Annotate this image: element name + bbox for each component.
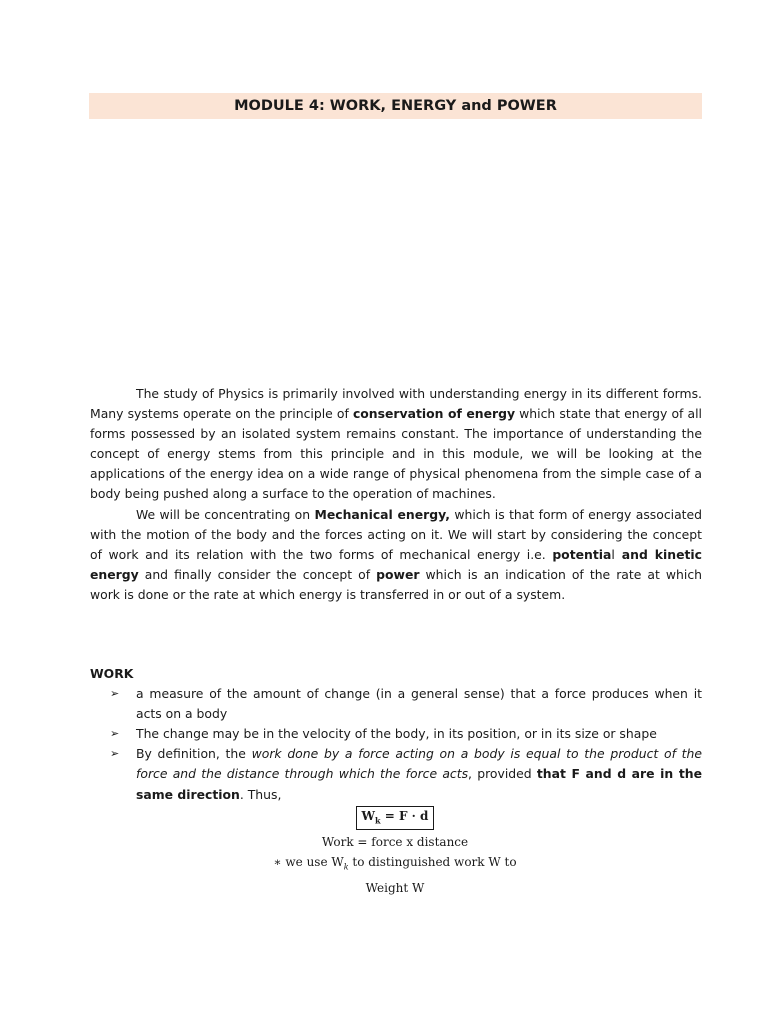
potential-term: potentia [552,546,612,562]
intro-p2-text-g: and finally consider the concept of [138,566,377,582]
work-formula [260,806,530,898]
intro-paragraph-2 [90,505,702,605]
bullet-text: By definition, the [136,746,252,762]
work-section [90,664,702,805]
mechanical-energy-term: Mechanical energy, [314,506,450,522]
list-item [90,724,702,744]
list-item [90,744,702,804]
kinetic-energy-term: and kinetic energy [90,546,702,582]
equation-subscript: k [375,815,381,826]
module-title: MODULE 4: WORK, ENERGY and POWER [234,98,557,114]
work-bullet-list [90,684,702,805]
note-text-a: ∗ we use W [273,855,344,870]
formula-box-row [260,806,530,832]
boxed-equation [356,806,435,830]
power-term: power [376,566,420,582]
bullet-text: , provided [468,766,537,782]
intro-p1-text-a: The study of Physics is primarily involved with understanding energy in its different forms. Many systems operate on the principle of [90,386,702,422]
bullet-text: The change may be in the velocity of the body, in its position, or in its size or shape [136,726,657,742]
conservation-of-energy-term: conservation of energy [352,406,516,422]
intro-p2-text-e: l [611,546,615,562]
arrow-bullet-icon: ➢ [110,747,120,761]
arrow-bullet-icon: ➢ [110,727,120,741]
intro-p2-text-a: We will be concentrating on [136,506,315,522]
bullet-text: a measure of the amount of change (in a general sense) that a force produces when it acts on a body [136,686,702,722]
same-direction-condition: that F and d are in the same direction [136,766,702,802]
note-subscript: k [343,862,349,872]
arrow-bullet-icon: ➢ [110,687,120,701]
equation-rhs: = F · d [380,809,429,823]
intro-p2-text-c: which is that form of energy associated with the motion of the body and the forces acting on it. We will start by considering the concept of work and its relation with the two forms of mechanical energy i.e. [90,506,703,562]
intro-p1-text-c: which state that energy of all forms possessed by an isolated system remains constant. The importance of understanding the concept of energy stems from this principle and in this module, we will be looking at the applications of the energy idea on a wide range of physical phenomena from the simple case of a body being pushed along a surface to the operation of machines. [90,406,702,502]
intro-section [90,384,702,605]
intro-paragraph-1 [90,384,702,505]
formula-note [260,852,530,897]
work-heading: WORK [90,666,134,681]
work-definition: work done by a force acting on a body is equal to the product of the force and the distance through which the force acts [136,746,702,782]
bullet-text: . Thus, [239,786,282,802]
list-item [90,684,702,724]
intro-p2-text-i: which is an indication of the rate at which work is done or the rate at which energy is transferred in or out of a system. [90,566,702,602]
formula-word-equation: Work = force x distance [321,835,469,850]
note-text-b: to distinguished work W to Weight W [348,855,517,895]
module-title-bar [89,93,702,119]
equation-lhs: W [361,809,376,823]
